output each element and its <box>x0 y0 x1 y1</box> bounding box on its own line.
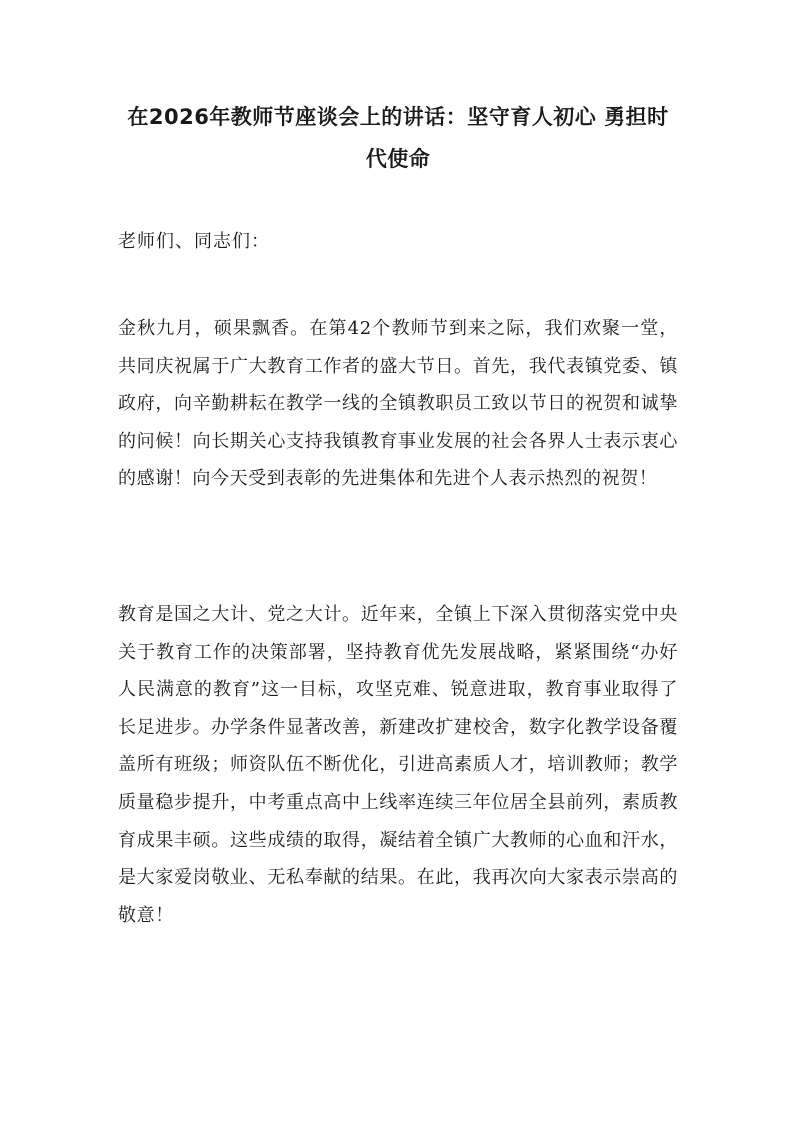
paragraph-achievements: 教育是国之大计、党之大计。近年来，全镇上下深入贯彻落实党中央关于教育工作的决策部署，坚持教育优先发展战略，紧紧围绕“办好人民满意的教育”这一目标，攻坚克难、锐意进取，教育事业取得了长足进步。办学条件显著改善，新建改扩建校舍，数字化教学设备覆盖所有班级；师资队伍不断优化，引进高素质人才，培训教师；教学质量稳步提升，中考重点高中上线率连续三年位居全县前列，素质教育成果丰硕。这些成绩的取得，凝结着全镇广大教师的心血和汗水，是大家爱岗敬业、无私奉献的结果。在此，我再次向大家表示崇高的敬意！ <box>118 604 678 926</box>
paragraph-greeting: 金秋九月，硕果飘香。在第42个教师节到来之际，我们欢聚一堂，共同庆祝属于广大教育工作者的盛大节日。首先，我代表镇党委、镇政府，向辛勤耕耘在教学一线的全镇教职员工致以节日的祝贺和诚挚的问候！向长期关心支持我镇教育事业发展的社会各界人士表示衷心的感谢！向今天受到表彰的先进集体和先进个人表示热烈的祝贺！ <box>118 318 678 490</box>
salutation: 老师们、同志们： <box>118 231 270 252</box>
document-title: 在2026年教师节座谈会上的讲话：坚守育人初心 勇担时代使命 <box>127 105 669 171</box>
